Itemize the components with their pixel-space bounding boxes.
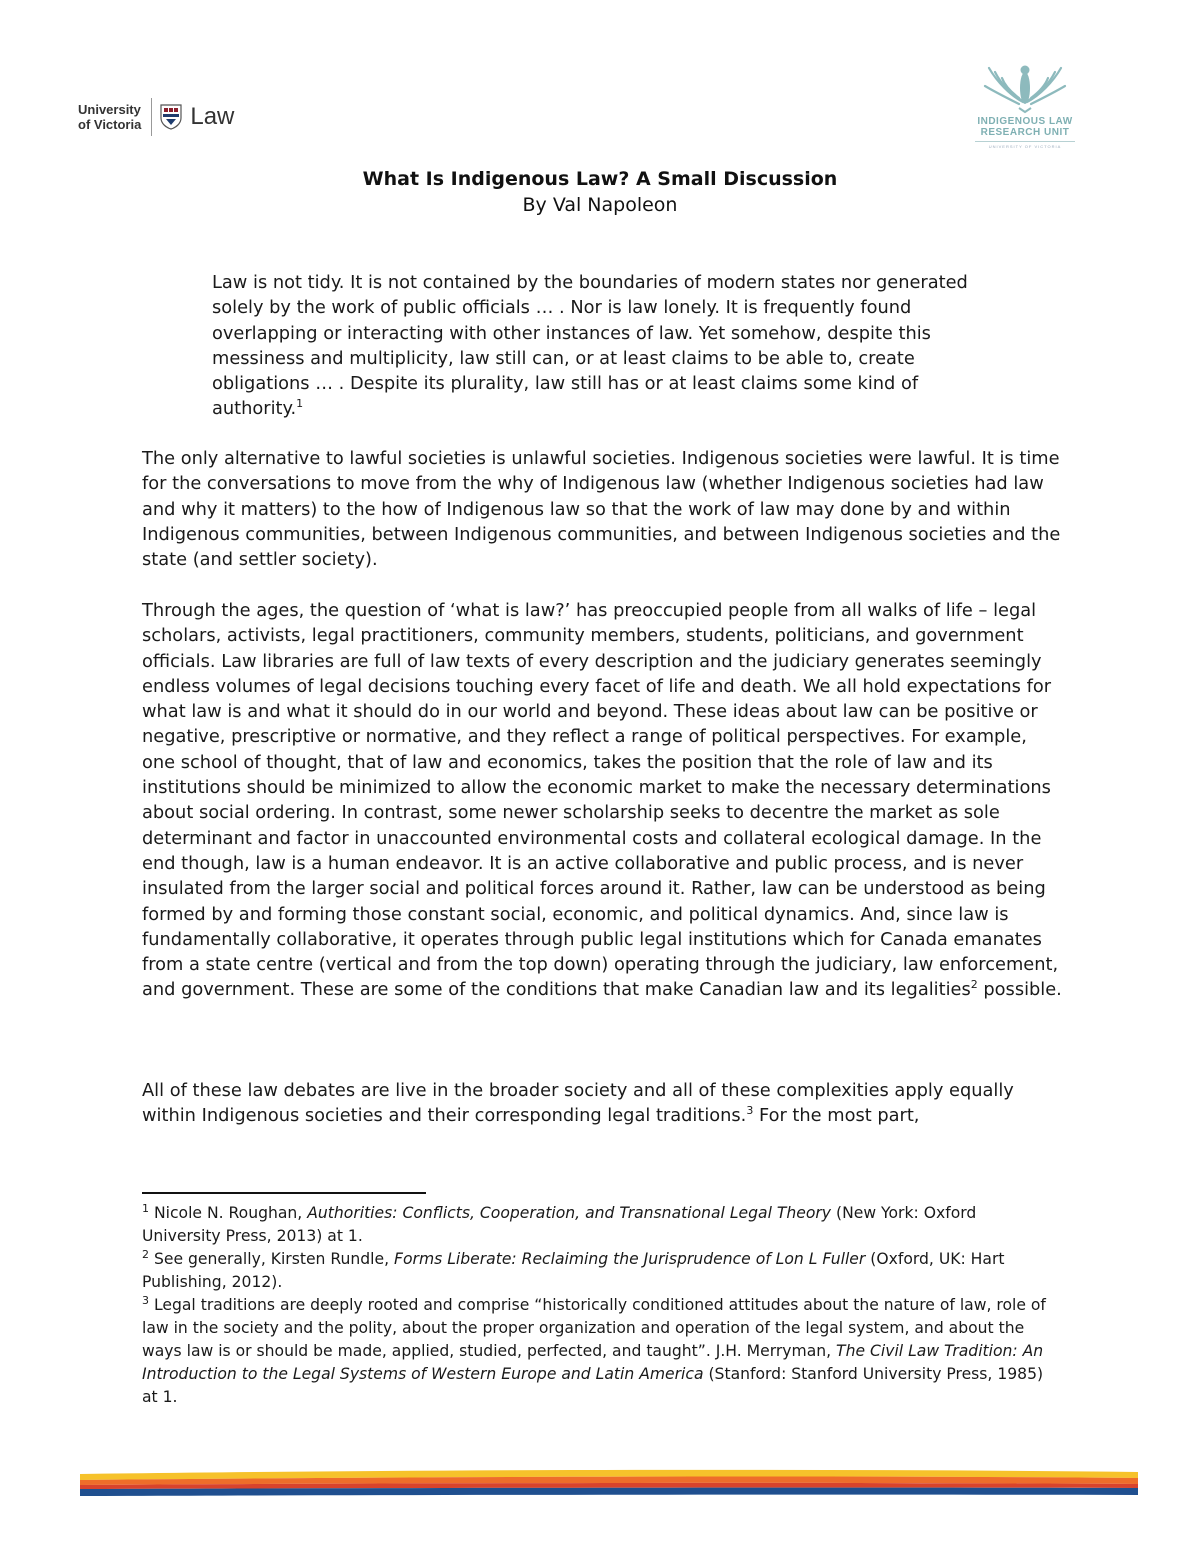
document-title: What Is Indigenous Law? A Small Discussion <box>362 168 838 190</box>
footnote-number: 1 <box>142 1201 149 1215</box>
band-blue <box>80 1488 1138 1496</box>
uvic-line-1: University <box>78 102 141 117</box>
footnote-2 <box>142 1248 1052 1294</box>
footnote-ref-2: 2 <box>970 978 978 992</box>
ilru-line-2: RESEARCH UNIT <box>980 127 1070 138</box>
footnote-text: Legal traditions are deeply rooted and comprise “historically conditioned attitudes about the nature of law, role of law in the society and the polity, about the proper organization and operation of the legal system, and about the ways law is or should be made, applied, studied, perfected, and taught”. J.H. Merryman, <box>142 1296 1046 1360</box>
law-wordmark: Law <box>190 103 235 130</box>
uvic-wordmark <box>78 102 141 132</box>
footnote-text: Nicole N. Roughan, <box>149 1204 308 1222</box>
footnote-citation-title: Authorities: Conflicts, Cooperation, and Transnational Legal Theory <box>307 1204 832 1222</box>
footnote-citation-title: The Civil Law Tradition: An Introduction to the Legal Systems of Western Europe and Latin America <box>142 1342 1044 1383</box>
ilru-logo <box>975 62 1075 160</box>
footnote-number: 3 <box>142 1293 149 1307</box>
paragraph-3-text: All of these law debates are live in the broader society and all of these complexities apply equally within Indigenous societies and their corresponding legal traditions. <box>142 1080 1014 1127</box>
eagle-emblem-icon <box>975 62 1075 114</box>
footnote-ref-3: 3 <box>746 1104 754 1118</box>
body-paragraph-2 <box>142 598 1062 1003</box>
footnote-text: (Oxford, UK: Hart Publishing, 2012). <box>142 1250 1005 1291</box>
paragraph-2-tail: possible. <box>977 979 1062 1001</box>
ilru-line-1: INDIGENOUS LAW <box>977 116 1073 127</box>
paragraph-2-text: Through the ages, the question of ‘what is law?’ has preoccupied people from all walks of life – legal scholars, activists, legal practitioners, community members, students, politicians, and government officials. Law libraries are full of law texts of every description and the judiciary generates seemingly endless volumes of legal decisions touching every facet of life and death. We all hold expectations for what law is and what it should do in our world and beyond. These ideas about law can be positive or negative, prescriptive or normative, and they reflect a range of political perspectives. For example, one school of thought, that of law and economics, takes the position that the role of law and its institutions should be minimized to allow the economic market to make the necessary determinations about social ordering. In contrast, some newer scholarship seeks to decentre the market as sole determinant and factor in unaccounted environmental costs and collateral ecological damage. In the end though, law is a human endeavor. It is an active collaborative and public process, and is never insulated from the larger social and political forces around it. Rather, law can be understood as being formed by and forming those constant social, economic, and political dynamics. And, since law is fundamentally collaborative, it operates through public legal institutions which for Canada emanates from a state centre (vertical and from the top down) operating through the judiciary, law enforcement, and government. These are some of the conditions that make Canadian law and its legalities <box>142 600 1059 1001</box>
body-paragraph-1: The only alternative to lawful societies is unlawful societies. Indigenous societies were lawful. It is time for the conversations to move from the why of Indigenous law (whether Indigenous societies had law and why it matters) to the how of Indigenous law so that the work of law may done by and within Indigenous communities, between Indigenous communities, and between Indigenous societies and the state (and settler society). <box>142 448 1061 571</box>
footnote-text: See generally, Kirsten Rundle, <box>149 1250 395 1268</box>
logo-divider <box>151 98 152 136</box>
document-author: By Val Napoleon <box>522 194 678 216</box>
epigraph-quote <box>212 270 1012 422</box>
uvic-line-2: of Victoria <box>78 117 142 132</box>
footnote-text: (Stanford: Stanford University Press, 1985) at 1. <box>142 1365 1044 1406</box>
decorative-footer-band <box>80 1468 1138 1498</box>
footnote-citation-title: Forms Liberate: Reclaiming the Jurisprudence of Lon L Fuller <box>394 1250 866 1268</box>
ilru-wordmark <box>975 116 1075 138</box>
footnote-number: 2 <box>142 1247 149 1261</box>
uvic-law-logo <box>78 96 234 138</box>
footnote-1 <box>142 1202 1052 1248</box>
footnotes <box>142 1202 1052 1409</box>
paragraph-3-tail: For the most part, <box>753 1105 920 1127</box>
quote-text: Law is not tidy. It is not contained by the boundaries of modern states nor generated solely by the work of public officials … . Nor is law lonely. It is frequently found overlapping or interacting with other instances of law. Yet somehow, despite this messiness and multiplicity, law still can, or at least claims to be able to, create obligations … . Despite its plurality, law still has or at least claims some kind of authority. <box>212 272 968 420</box>
crest-icon <box>160 104 182 130</box>
footnote-text: (New York: Oxford University Press, 2013) at 1. <box>142 1204 977 1245</box>
footnote-3 <box>142 1294 1052 1409</box>
body-paragraph-3 <box>142 1078 1062 1129</box>
footnote-ref-1: 1 <box>296 397 304 411</box>
ilru-subline: UNIVERSITY OF VICTORIA <box>975 141 1075 149</box>
footnote-separator <box>142 1192 426 1194</box>
